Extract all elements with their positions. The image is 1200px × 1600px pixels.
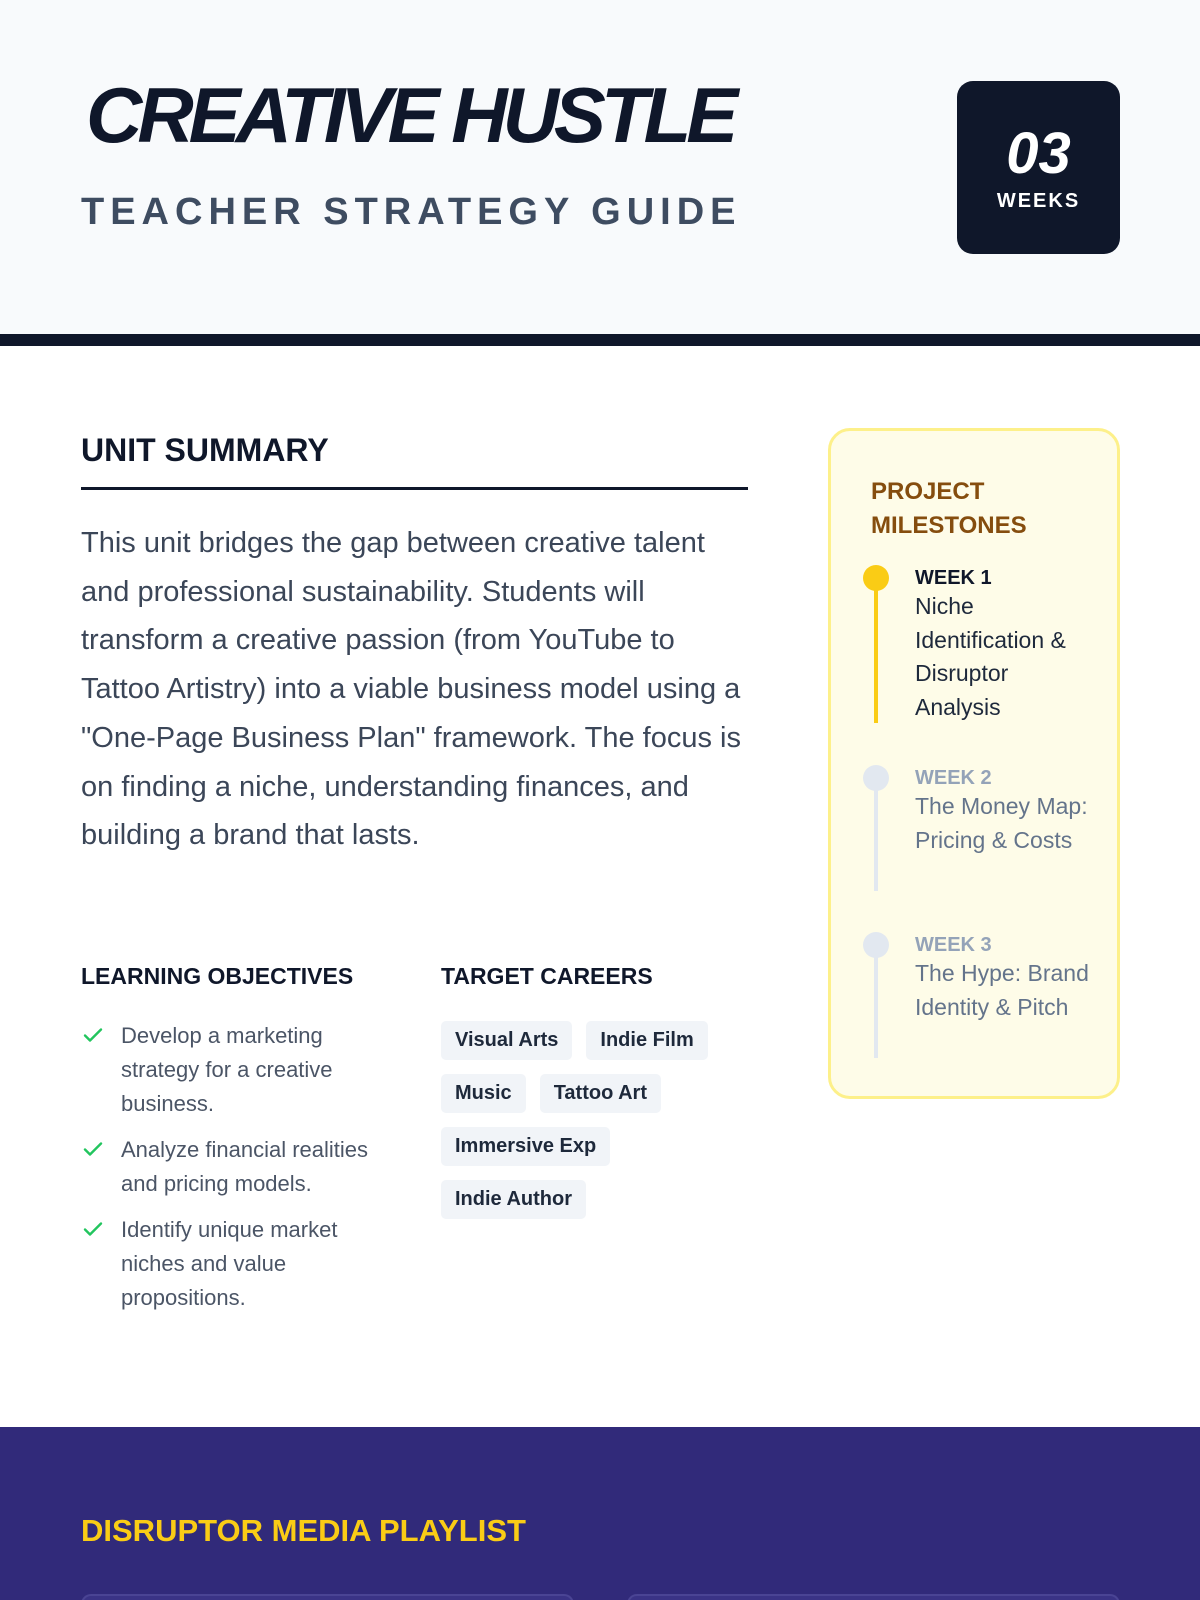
career-tags — [441, 1021, 761, 1233]
duration-number: 03 — [1006, 121, 1071, 186]
milestone-line — [874, 585, 878, 723]
milestone-week-label: WEEK 2 — [915, 767, 992, 789]
duration-label: WEEKS — [996, 190, 1081, 212]
milestone-description: The Hype: Brand Identity & Pitch — [915, 960, 1089, 1020]
check-icon — [81, 1137, 105, 1161]
objective-text: Identify unique market niches and value propositions. — [121, 1217, 338, 1310]
career-tag: Immersive Exp — [441, 1127, 610, 1166]
career-tag: Tattoo Art — [540, 1074, 661, 1113]
page-subtitle: TEACHER STRATEGY GUIDE — [81, 191, 742, 233]
objective-text: Develop a marketing strategy for a creative business. — [121, 1023, 333, 1116]
milestone-description: Niche Identification & Disruptor Analysis — [915, 593, 1066, 720]
learning-objectives-list — [81, 1019, 401, 1327]
career-tag: Indie Author — [441, 1180, 586, 1219]
milestone-line — [874, 785, 878, 891]
career-tag: Music — [441, 1074, 526, 1113]
unit-summary-divider — [81, 487, 748, 490]
target-careers-heading: TARGET CAREERS — [441, 963, 653, 989]
milestone-line — [874, 952, 878, 1058]
playlist-card[interactable] — [81, 1594, 574, 1600]
objective-text: Analyze financial realities and pricing models. — [121, 1137, 369, 1196]
learning-objectives-heading: LEARNING OBJECTIVES — [81, 963, 354, 989]
milestone-description: The Money Map: Pricing & Costs — [915, 793, 1088, 853]
page-title: CREATIVE HUSTLE — [86, 71, 734, 159]
check-icon — [81, 1023, 105, 1047]
career-tag: Visual Arts — [441, 1021, 572, 1060]
check-icon — [81, 1217, 105, 1241]
unit-summary-heading: UNIT SUMMARY — [81, 432, 329, 468]
milestone-week-label: WEEK 3 — [915, 934, 992, 956]
header — [0, 0, 1200, 334]
disruptor-media-playlist-section — [0, 1427, 1200, 1600]
list-item — [81, 1019, 401, 1121]
milestones-heading: PROJECT MILESTONES — [871, 478, 1027, 539]
unit-summary-text: This unit bridges the gap between creative talent and professional sustainability. Students will transform a creative passion (from YouTube to Tattoo Artistry) into a viable business model using a "One-Page Business Plan" framework. The focus is on finding a niche, understanding finances, and building a brand that lasts. — [81, 527, 741, 852]
playlist-heading: DISRUPTOR MEDIA PLAYLIST — [81, 1513, 526, 1548]
header-divider — [0, 334, 1200, 346]
milestone-week-label: WEEK 1 — [915, 567, 992, 589]
playlist-card[interactable] — [627, 1594, 1120, 1600]
list-item — [81, 1213, 401, 1315]
project-milestones-panel — [828, 428, 1120, 1099]
duration-badge — [957, 81, 1120, 254]
list-item — [81, 1133, 401, 1201]
career-tag: Indie Film — [586, 1021, 707, 1060]
